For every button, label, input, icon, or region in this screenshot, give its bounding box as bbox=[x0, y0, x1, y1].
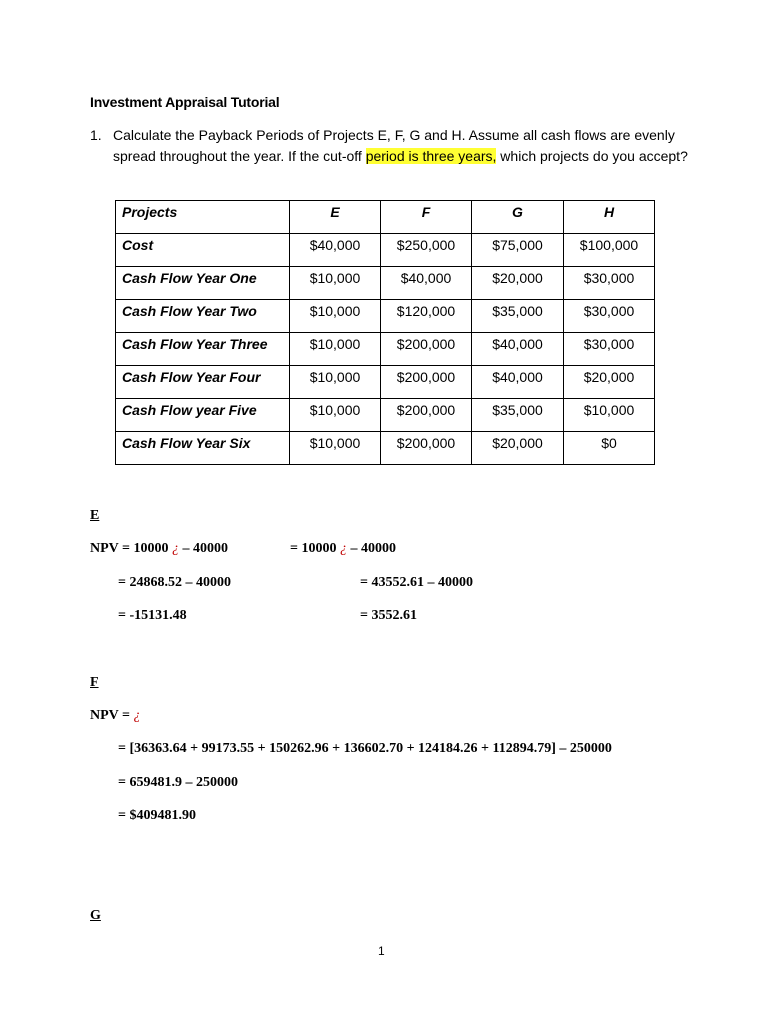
section-heading-g: G bbox=[90, 908, 101, 923]
table-cell: $20,000 bbox=[472, 267, 564, 300]
table-cell: $10,000 bbox=[564, 399, 655, 432]
table-header-cell: H bbox=[564, 201, 655, 234]
npv-e-line2-left: = 24868.52 – 40000 bbox=[118, 575, 231, 590]
table-cell: $10,000 bbox=[290, 366, 381, 399]
npv-f-line3: = 659481.9 – 250000 bbox=[118, 775, 238, 790]
table-cell: $10,000 bbox=[290, 333, 381, 366]
missing-symbol-icon: ¿ bbox=[339, 541, 347, 556]
npv-e-line3-left: = -15131.48 bbox=[118, 608, 187, 623]
table-header-cell: F bbox=[381, 201, 472, 234]
table-row bbox=[116, 267, 655, 300]
table-cell: $10,000 bbox=[290, 300, 381, 333]
table-cell: $75,000 bbox=[472, 234, 564, 267]
npv-e-line1-right bbox=[290, 541, 396, 557]
row-label: Cash Flow Year Two bbox=[116, 300, 290, 333]
document-title: Investment Appraisal Tutorial bbox=[90, 94, 280, 110]
table-cell: $40,000 bbox=[472, 366, 564, 399]
table-row bbox=[116, 366, 655, 399]
table-cell: $35,000 bbox=[472, 399, 564, 432]
npv-e-line1-left-pre: NPV = 10000 bbox=[90, 541, 172, 556]
cash-flow-table-body bbox=[116, 201, 655, 465]
npv-f-line1 bbox=[90, 708, 141, 724]
question-text-after: which projects do you accept? bbox=[496, 148, 688, 164]
table-cell: $0 bbox=[564, 432, 655, 465]
npv-e-line1-right-pre: = 10000 bbox=[290, 541, 340, 556]
table-cell: $10,000 bbox=[290, 399, 381, 432]
question-text bbox=[113, 125, 693, 167]
row-label: Cash Flow year Five bbox=[116, 399, 290, 432]
table-cell: $30,000 bbox=[564, 267, 655, 300]
page-number: 1 bbox=[378, 944, 385, 958]
table-row bbox=[116, 234, 655, 267]
npv-f-line1-pre: NPV = bbox=[90, 708, 134, 723]
question-text-before: Calculate the Payback Periods of Projects E, F, G and H. Assume all cash flows are evenly spread throughout the year. If the cut-off bbox=[113, 127, 675, 164]
table-cell: $40,000 bbox=[472, 333, 564, 366]
table-cell: $10,000 bbox=[290, 432, 381, 465]
table-cell: $35,000 bbox=[472, 300, 564, 333]
npv-f-line2: = [36363.64 + 99173.55 + 150262.96 + 136602.70 + 124184.26 + 112894.79] – 250000 bbox=[118, 741, 612, 756]
npv-e-line1-right-post: – 40000 bbox=[346, 541, 396, 556]
npv-f-line4: = $409481.90 bbox=[118, 808, 196, 823]
row-label: Cash Flow Year Six bbox=[116, 432, 290, 465]
table-header-cell: G bbox=[472, 201, 564, 234]
question-number: 1. bbox=[90, 127, 102, 143]
npv-e-line1-left bbox=[90, 541, 228, 557]
cash-flow-table bbox=[115, 200, 655, 465]
table-cell: $120,000 bbox=[381, 300, 472, 333]
row-label: Cash Flow Year Three bbox=[116, 333, 290, 366]
section-heading-f: F bbox=[90, 675, 99, 690]
table-cell: $200,000 bbox=[381, 432, 472, 465]
table-cell: $40,000 bbox=[290, 234, 381, 267]
table-cell: $20,000 bbox=[472, 432, 564, 465]
npv-e-line2-right: = 43552.61 – 40000 bbox=[360, 575, 473, 590]
missing-symbol-icon: ¿ bbox=[133, 708, 141, 723]
row-label: Cost bbox=[116, 234, 290, 267]
table-cell: $200,000 bbox=[381, 333, 472, 366]
question-highlight: period is three years, bbox=[365, 148, 497, 164]
table-header-cell: Projects bbox=[116, 201, 290, 234]
table-cell: $30,000 bbox=[564, 333, 655, 366]
table-header-cell: E bbox=[290, 201, 381, 234]
table-cell: $10,000 bbox=[290, 267, 381, 300]
table-cell: $200,000 bbox=[381, 366, 472, 399]
npv-e-line3-right: = 3552.61 bbox=[360, 608, 417, 623]
table-cell: $20,000 bbox=[564, 366, 655, 399]
table-cell: $250,000 bbox=[381, 234, 472, 267]
table-row bbox=[116, 300, 655, 333]
table-cell: $40,000 bbox=[381, 267, 472, 300]
table-cell: $30,000 bbox=[564, 300, 655, 333]
table-cell: $100,000 bbox=[564, 234, 655, 267]
section-heading-e: E bbox=[90, 508, 100, 523]
row-label: Cash Flow Year One bbox=[116, 267, 290, 300]
row-label: Cash Flow Year Four bbox=[116, 366, 290, 399]
table-row bbox=[116, 333, 655, 366]
missing-symbol-icon: ¿ bbox=[172, 541, 179, 556]
table-row bbox=[116, 399, 655, 432]
npv-e-line1-left-post: – 40000 bbox=[179, 541, 228, 556]
table-row bbox=[116, 432, 655, 465]
table-header-row bbox=[116, 201, 655, 234]
table-cell: $200,000 bbox=[381, 399, 472, 432]
